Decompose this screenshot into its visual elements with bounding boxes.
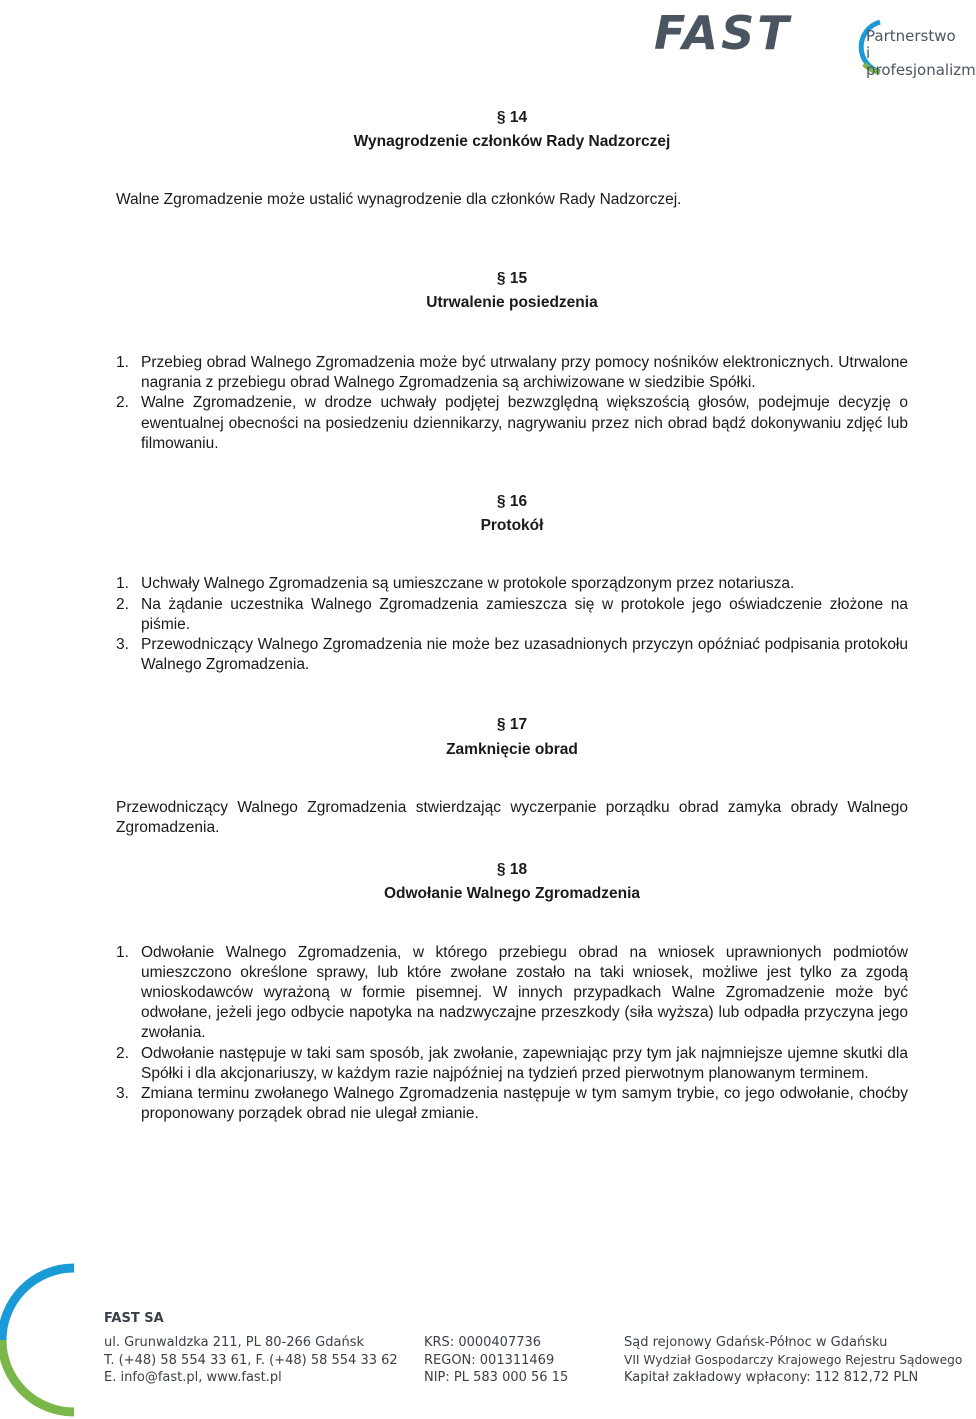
footer-email: E. info@fast.pl, www.fast.pl xyxy=(104,1370,282,1385)
section-16-title: Protokół xyxy=(480,517,544,535)
list-item-number: 3. xyxy=(116,636,129,654)
footer-court-column xyxy=(624,1334,962,1387)
list-item xyxy=(116,1044,908,1084)
list-item-text: Na żądanie uczestnika Walnego Zgromadzenia zamieszcza się w protokole jego oświadczenie złożone na piśmie. xyxy=(141,595,908,633)
tagline-line-1: Partnerstwo xyxy=(866,27,956,45)
section-14-title: Wynagrodzenie członków Rady Nadzorczej xyxy=(353,133,671,151)
list-item-text: Zmiana terminu zwołanego Walnego Zgromadzenia następuje w tym samym trybie, co jego odwołanie, choćby proponowany porządek obrad nie ulegał zmianie. xyxy=(141,1085,908,1123)
list-item-text: Uchwały Walnego Zgromadzenia są umieszczane w protokole sporządzonym przez notariusza. xyxy=(141,575,795,593)
section-18-number: § 18 xyxy=(496,861,528,879)
footer-nip: NIP: PL 583 000 56 15 xyxy=(424,1370,569,1385)
list-item xyxy=(116,943,908,1044)
list-item-text: Walne Zgromadzenie, w drodze uchwały podjętej bezwzględną większością głosów, podejmuje decyzję o ewentualnej obecności na posiedzeniu dziennikarzy, nagrywaniu przez nich obrad bądź dokonywaniu zdjęć lub filmowaniu. xyxy=(141,394,908,452)
footer xyxy=(104,1310,963,1385)
footer-address: ul. Grunwaldzka 211, PL 80-266 Gdańsk xyxy=(104,1335,364,1350)
list-item xyxy=(116,574,908,594)
footer-court-1: Sąd rejonowy Gdańsk-Północ w Gdańsku xyxy=(624,1335,888,1350)
footer-court-2: VII Wydział Gospodarczy Krajowego Rejestru Sądowego xyxy=(624,1352,963,1367)
list-item-number: 2. xyxy=(116,595,129,613)
section-14-number: § 14 xyxy=(496,109,528,126)
list-item xyxy=(116,635,908,675)
section-15-title: Utrwalenie posiedzenia xyxy=(426,293,598,311)
list-item-text: Przewodniczący Walnego Zgromadzenia nie może bez uzasadnionych przyczyn opóźniać podpisania protokołu Walnego Zgromadzenia. xyxy=(141,636,908,674)
section-15-number: § 15 xyxy=(496,269,528,287)
section-18-list xyxy=(116,943,908,1125)
footer-arc-icon xyxy=(0,1262,80,1419)
list-item-number: 2. xyxy=(116,394,129,412)
list-item xyxy=(116,353,908,393)
list-item xyxy=(116,595,908,635)
section-16-list xyxy=(116,574,908,675)
section-15-list xyxy=(116,353,908,454)
section-17-number: § 17 xyxy=(496,716,528,734)
footer-phone: T. (+48) 58 554 33 61, F. (+48) 58 554 33 62 xyxy=(104,1352,398,1368)
list-item-number: 1. xyxy=(116,943,129,961)
list-item-text: Odwołanie Walnego Zgromadzenia, w którego przebiegu obrad na wniosek uprawnionych podmiotów umieszczono określone sprawy, lub które zwołane zostało na taki wniosek, możliwe jest tylko za zgodą wnioskodawców wyrażoną w formie pisemnej. W innych przypadkach Walne Zgromadzenie może być odwołane, jeżeli jego odbycie napotyka na nadzwyczajne przeszkody (siła wyższa) lub odpadła przyczyna jego zwołania. xyxy=(141,943,908,1042)
list-item-number: 2. xyxy=(116,1044,129,1062)
logo-wordmark: FAST xyxy=(654,6,792,60)
footer-regon: REGON: 001311469 xyxy=(424,1352,555,1368)
list-item-number: 1. xyxy=(116,354,129,372)
footer-capital: Kapitał zakładowy wpłacony: 112 812,72 PLN xyxy=(624,1370,919,1385)
section-16-number: § 16 xyxy=(496,493,528,511)
document-body xyxy=(116,108,908,1125)
list-item-text: Przebieg obrad Walnego Zgromadzenia może być utrwalany przy pomocy nośników elektronicznych. Utrwalone nagrania z przebiegu obrad Walnego Zgromadzenia są archiwizowane w siedzibie Spółki. xyxy=(141,354,908,392)
list-item xyxy=(116,393,908,454)
list-item-number: 1. xyxy=(116,575,129,593)
footer-krs: KRS: 0000407736 xyxy=(424,1335,542,1350)
section-17-text: Przewodniczący Walnego Zgromadzenia stwierdzając wyczerpanie porządku obrad zamyka obrady Walnego Zgromadzenia. xyxy=(116,798,908,837)
footer-company: FAST SA xyxy=(104,1311,164,1326)
list-item xyxy=(116,1084,908,1124)
tagline-line-2: i profesjonalizm xyxy=(866,44,976,79)
section-14-text: Walne Zgromadzenie może ustalić wynagrodzenie dla członków Rady Nadzorczej. xyxy=(116,191,682,209)
list-item-number: 3. xyxy=(116,1085,129,1103)
section-18-title: Odwołanie Walnego Zgromadzenia xyxy=(383,885,641,903)
footer-registry-column xyxy=(424,1334,568,1387)
company-logo xyxy=(650,0,976,90)
footer-contact-column xyxy=(104,1334,398,1387)
list-item-text: Odwołanie następuje w taki sam sposób, jak zwołanie, zapewniając przy tym jak najmniejsze ujemne skutki dla Spółki i dla akcjonariuszy, w każdym razie najpóźniej na tydzień przed pierwotnym planowanym terminem. xyxy=(141,1044,908,1082)
section-17-title: Zamknięcie obrad xyxy=(446,740,578,758)
logo-tagline xyxy=(866,28,976,79)
